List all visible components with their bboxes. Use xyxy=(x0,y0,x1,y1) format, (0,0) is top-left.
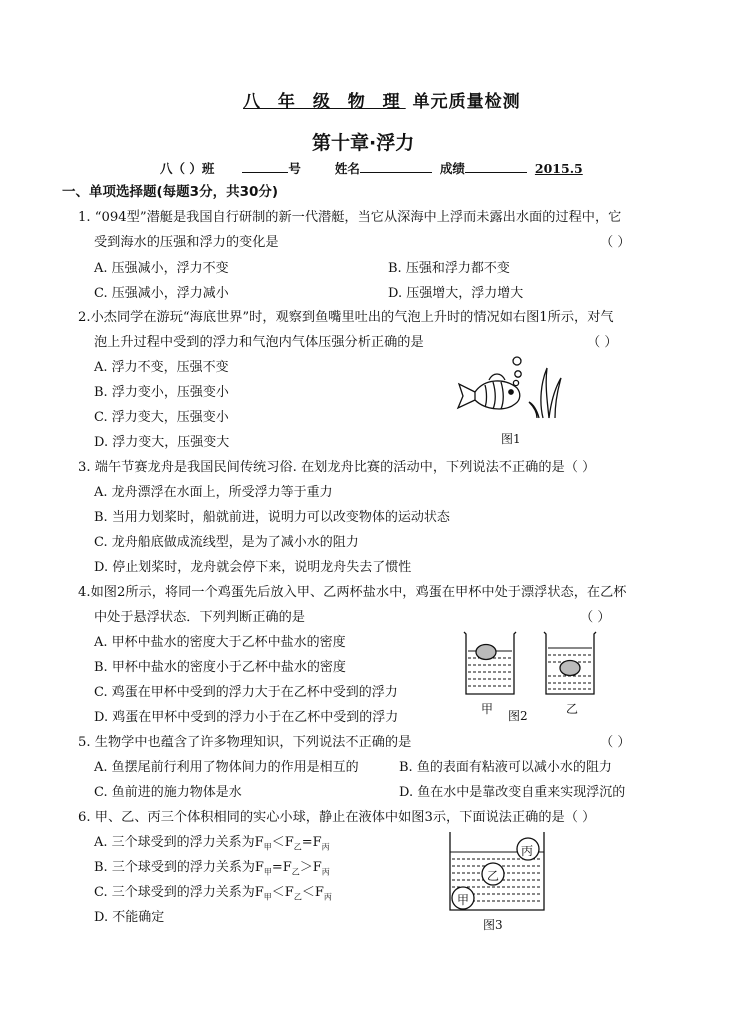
q3-option-b[interactable]: B. 当用力划桨时，船就前进，说明力可以改变物体的运动状态 xyxy=(94,510,450,525)
q6-option-b[interactable] xyxy=(94,856,330,878)
q5-option-c[interactable]: C. 鱼前进的施力物体是水 xyxy=(94,785,242,800)
q2-answer-paren[interactable]: （ ） xyxy=(587,335,618,350)
q3-stem-line1: 3. 端午节赛龙舟是我国民间传统习俗. 在划龙舟比赛的活动中，下列说法不正确的是（ ） xyxy=(78,460,596,475)
q5-answer-paren[interactable]: （ ） xyxy=(600,735,631,750)
q4-option-d[interactable]: D. 鸡蛋在甲杯中受到的浮力小于在乙杯中受到的浮力 xyxy=(94,710,399,725)
figure-3-ball-jia: 甲 xyxy=(457,893,470,907)
info-class: 八（ ）班 xyxy=(160,161,215,176)
q6-a-rel2: =F xyxy=(301,835,322,850)
exam-title xyxy=(243,87,521,112)
info-number: 号 xyxy=(288,161,301,176)
q2-option-b[interactable]: B. 浮力变小，压强变小 xyxy=(94,385,229,400)
q6-option-a[interactable] xyxy=(94,831,330,853)
q6-c-rel1: ＜F xyxy=(271,885,294,900)
figure-3-ball-bing: 丙 xyxy=(521,844,534,858)
exam-title-rest: 单元质量检测 xyxy=(412,92,521,112)
q3-option-a[interactable]: A. 龙舟漂浮在水面上，所受浮力等于重力 xyxy=(94,485,333,500)
q6-c-sub2: 乙 xyxy=(293,892,302,902)
info-date: 2015.5 xyxy=(534,161,583,176)
q6-c-text: C. 三个球受到的浮力关系为F xyxy=(94,885,264,900)
q6-stem-line1: 6. 甲、乙、丙三个体积相同的实心小球，静止在液体中如图3示，下面说法正确的是（ ） xyxy=(78,810,596,825)
q4-option-b[interactable]: B. 甲杯中盐水的密度小于乙杯中盐水的密度 xyxy=(94,660,346,675)
q1-option-a[interactable]: A. 压强减小，浮力不变 xyxy=(94,261,229,276)
q3-option-d[interactable]: D. 停止划桨时，龙舟就会停下来，说明龙舟失去了惯性 xyxy=(94,560,412,575)
figure-1-fish-illustration xyxy=(455,352,565,422)
q6-a-text: A. 三个球受到的浮力关系为F xyxy=(94,835,264,850)
q4-option-a[interactable]: A. 甲杯中盐水的密度大于乙杯中盐水的密度 xyxy=(94,635,346,650)
q6-c-rel2: ＜F xyxy=(301,885,324,900)
q1-option-b[interactable]: B. 压强和浮力都不变 xyxy=(388,261,510,276)
q6-a-rel1: ＜F xyxy=(271,835,294,850)
figure-2-beakers-illustration xyxy=(458,628,598,700)
q6-b-text: B. 三个球受到的浮力关系为F xyxy=(94,860,264,875)
q6-option-d[interactable]: D. 不能确定 xyxy=(94,910,165,925)
figure-2-caption: 图2 xyxy=(508,709,528,723)
q1-option-c[interactable]: C. 压强减小，浮力减小 xyxy=(94,286,229,301)
section-heading: 一、单项选择题(每题3分，共30分) xyxy=(62,184,279,200)
name-blank[interactable] xyxy=(360,160,432,173)
figure-3-caption: 图3 xyxy=(483,918,503,932)
q2-stem-line1: 2.小杰同学在游玩“海底世界”时，观察到鱼嘴里吐出的气泡上升时的情况如右图1所示，对气 xyxy=(78,310,614,325)
q3-option-c[interactable]: C. 龙舟船底做成流线型，是为了减小水的阻力 xyxy=(94,535,359,550)
score-blank[interactable] xyxy=(465,160,527,173)
q1-option-d[interactable]: D. 压强增大，浮力增大 xyxy=(388,286,524,301)
q6-a-sub2: 乙 xyxy=(293,842,302,852)
q6-a-sub3: 丙 xyxy=(321,842,330,852)
q6-b-sub3: 丙 xyxy=(321,867,330,877)
figure-1-caption: 图1 xyxy=(501,432,521,446)
q1-stem-line1: 1. “094型”潜艇是我国自行研制的新一代潜艇，当它从深海中上浮而未露出水面的过程中，它 xyxy=(78,210,622,225)
q6-b-sub1: 甲 xyxy=(263,867,272,877)
info-name: 姓名 xyxy=(334,161,360,176)
q2-stem-line2: 泡上升过程中受到的浮力和气泡内气体压强分析正确的是 xyxy=(94,335,424,350)
q6-c-sub1: 甲 xyxy=(263,892,272,902)
q5-stem-line1: 5. 生物学中也蕴含了许多物理知识，下列说法不正确的是 xyxy=(78,735,412,750)
q6-option-c[interactable] xyxy=(94,881,332,903)
number-blank[interactable] xyxy=(242,160,288,173)
student-info-line xyxy=(160,159,583,177)
q4-stem-line2: 中处于悬浮状态．下列判断正确的是 xyxy=(94,610,305,625)
q2-option-a[interactable]: A. 浮力不变，压强不变 xyxy=(94,360,229,375)
q6-a-sub1: 甲 xyxy=(263,842,272,852)
q6-b-rel1: =F xyxy=(271,860,292,875)
info-score: 成绩 xyxy=(439,161,465,176)
q4-answer-paren[interactable]: （ ） xyxy=(580,610,611,625)
figure-3-ball-yi: 乙 xyxy=(487,869,500,883)
q1-answer-paren[interactable]: （ ） xyxy=(600,235,631,250)
exam-title-grade: 八 年 级 物 理 xyxy=(243,92,406,112)
figure-2-label-yi: 乙 xyxy=(566,702,579,716)
q2-option-c[interactable]: C. 浮力变大，压强变小 xyxy=(94,410,229,425)
chapter-title: 第十章·浮力 xyxy=(312,132,415,154)
q6-b-sub2: 乙 xyxy=(291,867,300,877)
q6-b-rel2: ＞F xyxy=(299,860,322,875)
q5-option-b[interactable]: B. 鱼的表面有粘液可以减小水的阻力 xyxy=(399,760,612,775)
q4-stem-line1: 4.如图2所示，将同一个鸡蛋先后放入甲、乙两杯盐水中，鸡蛋在甲杯中处于漂浮状态，在乙杯 xyxy=(78,585,627,600)
q1-stem-line2: 受到海水的压强和浮力的变化是 xyxy=(94,235,279,250)
q6-c-sub3: 丙 xyxy=(323,892,332,902)
q5-option-d[interactable]: D. 鱼在水中是靠改变自重来实现浮沉的 xyxy=(399,785,626,800)
figure-2-label-jia: 甲 xyxy=(481,702,494,716)
q4-option-c[interactable]: C. 鸡蛋在甲杯中受到的浮力大于在乙杯中受到的浮力 xyxy=(94,685,398,700)
q5-option-a[interactable]: A. 鱼摆尾前行利用了物体间力的作用是相互的 xyxy=(94,760,359,775)
q2-option-d[interactable]: D. 浮力变大，压强变大 xyxy=(94,435,230,450)
